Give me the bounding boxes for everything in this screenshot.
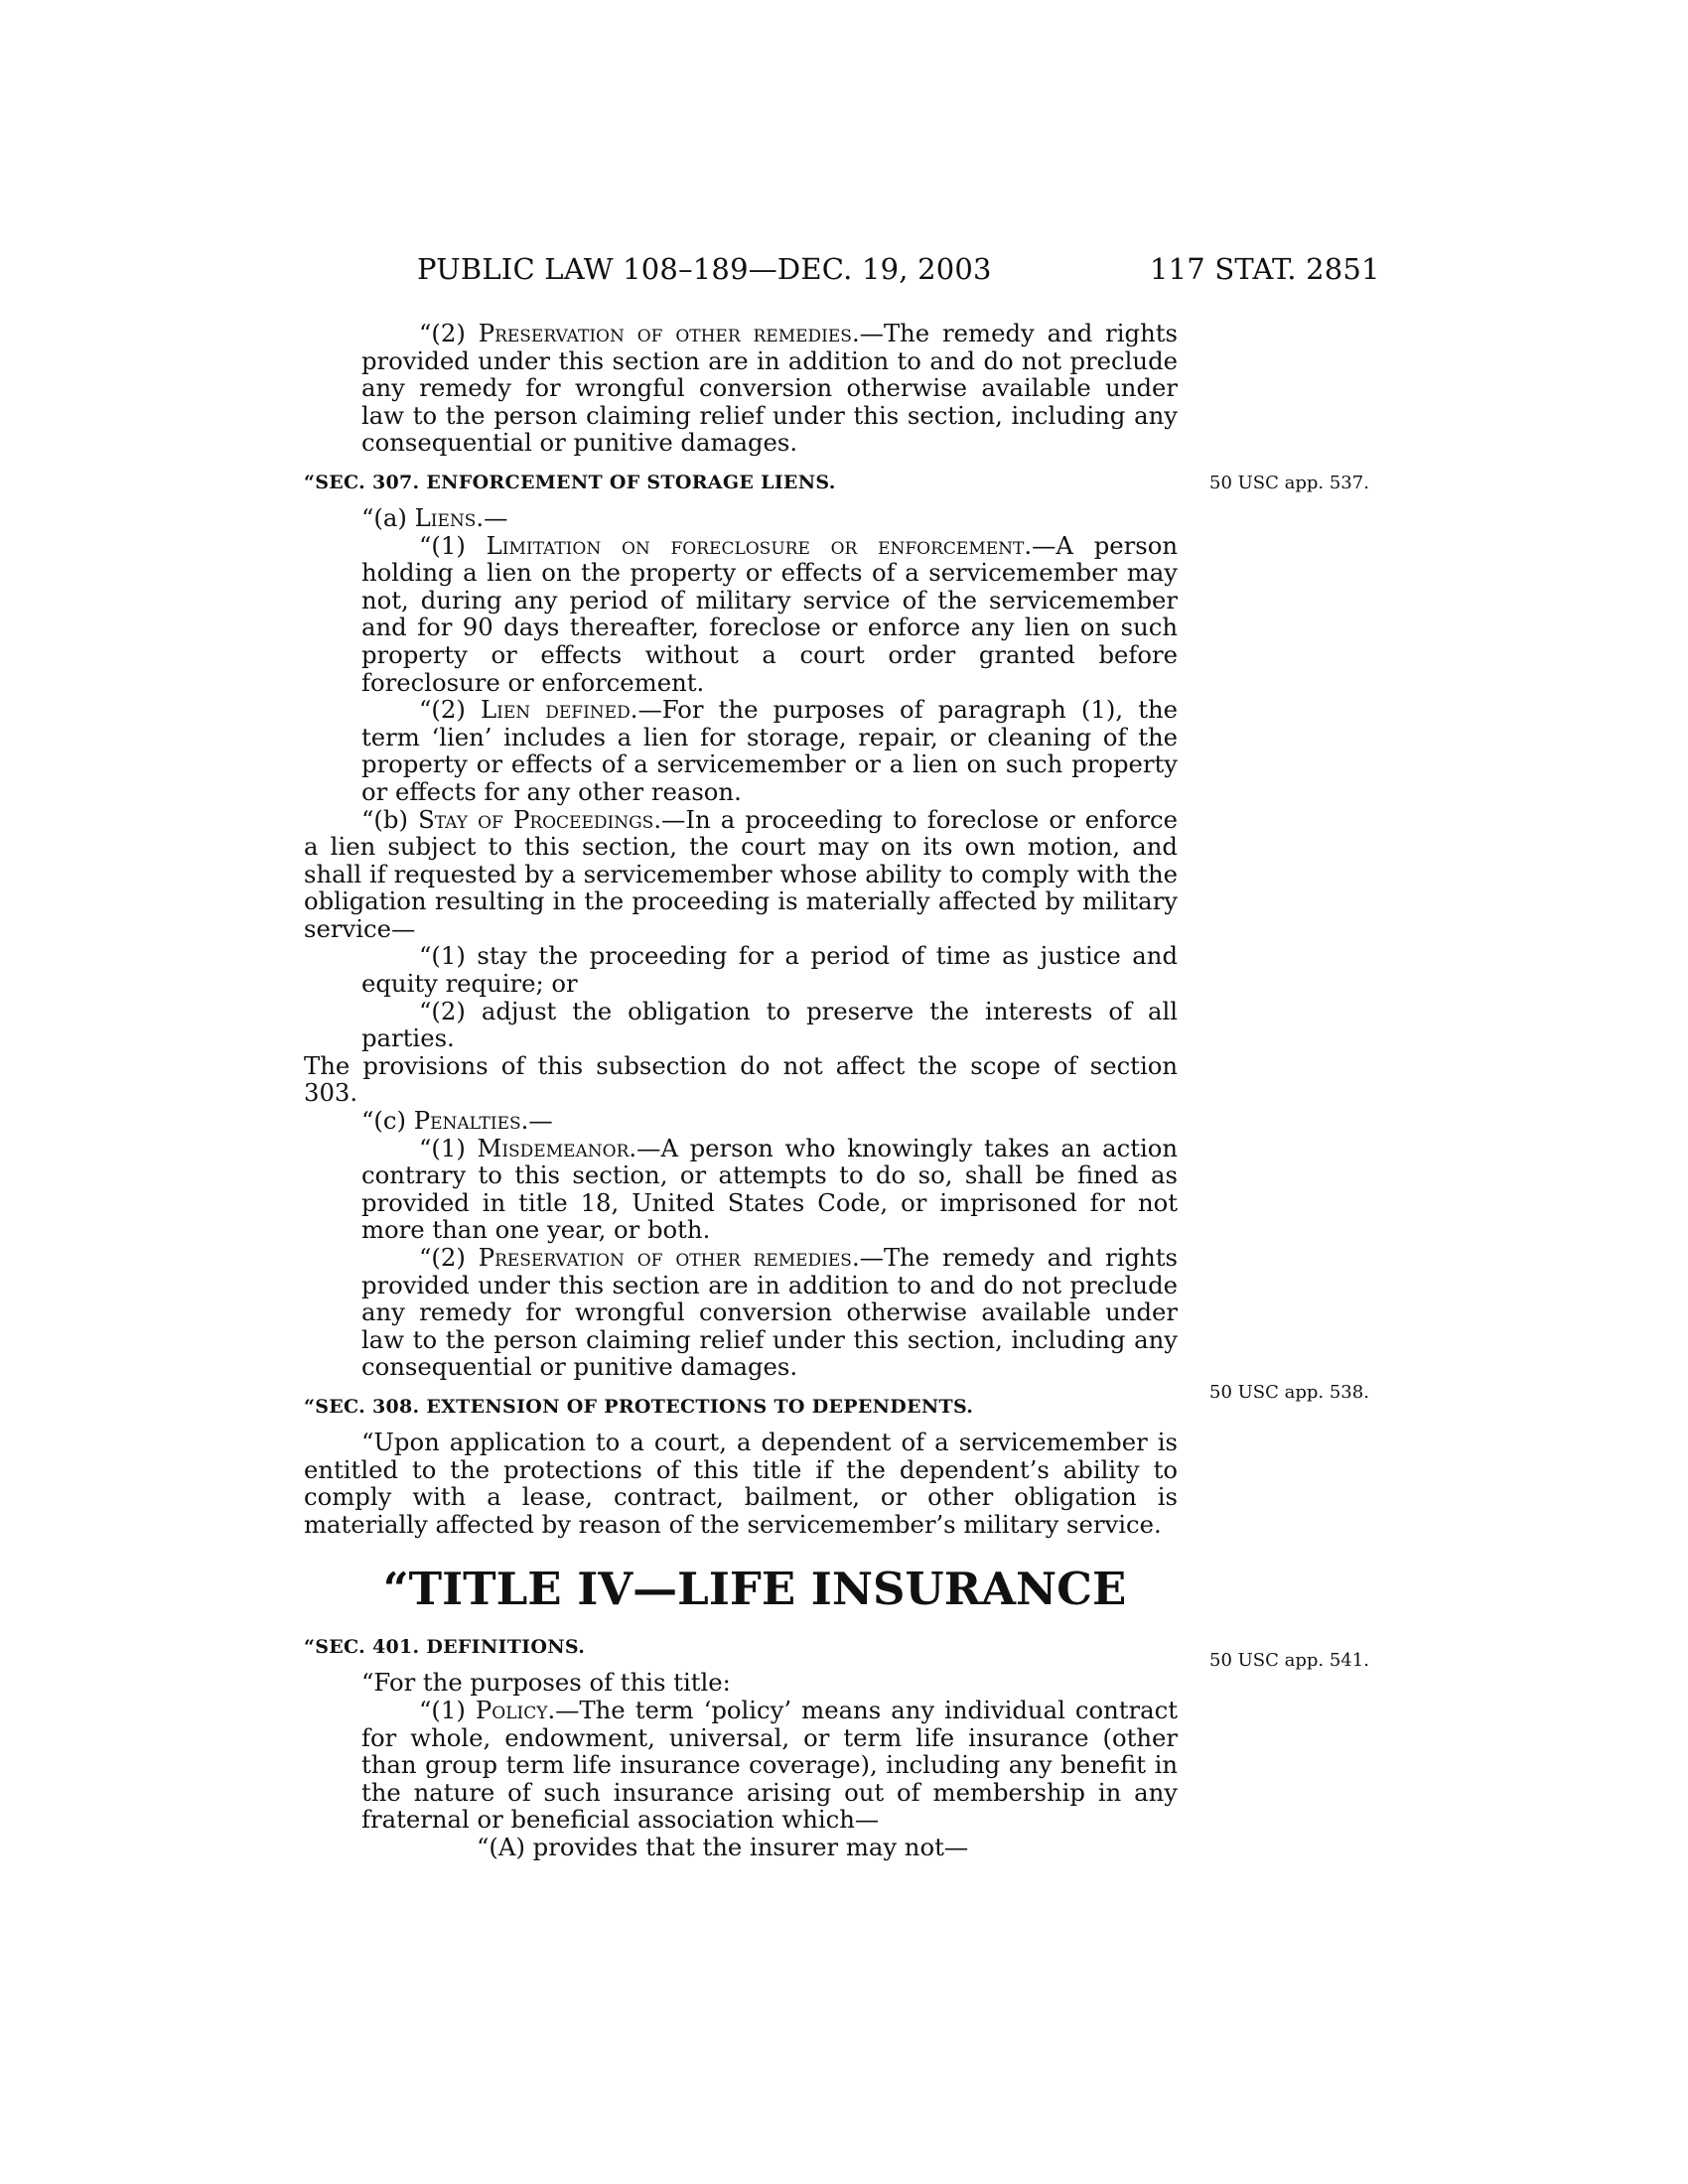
subsection-label: “(c) [361,1106,414,1136]
section-401-heading: “SEC. 401. DEFINITIONS. [304,1636,586,1659]
paragraph-text: .—The term ‘policy’ means any individual contract for whole, endowment, universal, or term life insurance (other than group term life insurance coverage), including any benefit in the nature of such insurance arising out of membership in any fraternal or beneficial association which— [361,1695,1179,1835]
subsection-text: .—In a proceeding to foreclose or enforce a lien subject to this section, the court may on its own motion, and shall if requested by a servicemember whose ability to comply with the obligation resulting in the proceeding is materially affected by military service— [304,804,1178,943]
paragraph-preservation-remedies-2 [304,1244,1178,1381]
subsection-dash: .— [520,1106,553,1136]
subsection-c-penalties [304,1107,1178,1135]
subsection-dash: .— [476,502,508,532]
header-stat-page: 117 STAT. 2851 [1150,252,1380,286]
paragraph-number: “(1) [419,1695,476,1724]
subsection-a-heading [304,504,1178,532]
section-307-heading: “SEC. 307. ENFORCEMENT OF STORAGE LIENS. [304,471,836,493]
paragraph-b2: “(2) adjust the obligation to preserve the interests of all parties. [361,996,1178,1053]
paragraph-heading: Policy [475,1695,548,1724]
paragraph-policy-definition [304,1697,1178,1834]
paragraph-text: .—The remedy and rights provided under this section are in addition to and do not preclude any remedy for wrongful conversion otherwise available under law to the person claiming relief under this section, including any consequential or punitive damages. [361,319,1178,458]
subsection-label: “(a) [361,502,415,532]
paragraph-b-flush: The provisions of this subsection do not affect the scope of section 303. [304,1050,1178,1108]
paragraph-number: “(2) [419,319,479,347]
paragraph-number: “(2) [419,695,481,725]
subsection-heading: Penalties [413,1106,521,1136]
paragraph-lien-defined [304,696,1178,805]
subsection-heading: Stay of Proceedings [418,804,654,834]
paragraph-heading: Limitation on foreclosure or enforcement [486,530,1025,560]
section-308-text: “Upon application to a court, a dependent of a servicemember is entitled to the protections of this title if the dependent’s ability to comply with a lease, contract, bailment, or other obligation is materially affected by reason of the servicemember’s military service. [304,1427,1178,1539]
subparagraph-A: “(A) provides that the insurer may not— [477,1832,969,1861]
paragraph-number: “(1) [419,1133,478,1162]
margin-note-sec-307: 50 USC app. 537. [1209,473,1369,493]
header-public-law: PUBLIC LAW 108–189—DEC. 19, 2003 [417,252,992,286]
paragraph-text: .—The remedy and rights provided under this section are in addition to and do not preclude any remedy for wrongful conversion otherwise available under law to the person claiming relief under this section, including any consequential or punitive damages. [361,1243,1178,1382]
paragraph-b1: “(1) stay the proceeding for a period of time as justice and equity require; or [361,941,1178,999]
paragraph-text: .—A person who knowingly takes an action contrary to this section, or attempts to do so, shall be fined as provided in title 18, United States Code, or imprisoned for not more than one year, or both. [361,1133,1178,1245]
section-308-heading: “SEC. 308. EXTENSION OF PROTECTIONS TO DEPENDENTS. [304,1395,974,1418]
paragraph-heading: Preservation of other remedies [478,319,852,347]
paragraph-misdemeanor [304,1135,1178,1244]
paragraph-number: “(1) [419,530,487,560]
subsection-label: “(b) [361,804,419,834]
title-iv-heading: “TITLE IV—LIFE INSURANCE [382,1563,1127,1616]
running-header [298,252,1380,292]
paragraph-preservation-remedies-1 [304,320,1178,457]
margin-note-sec-308: 50 USC app. 538. [1209,1382,1369,1403]
subsection-b-stay-of-proceedings [304,806,1178,943]
paragraph-text: .—For the purposes of paragraph (1), the term ‘lien’ includes a lien for storage, repair, or cleaning of the property or effects of a servicemember or a lien on such property or effects for any other reason. [361,695,1179,806]
paragraph-heading: Lien defined [480,695,631,725]
paragraph-number: “(2) [419,1243,479,1272]
paragraph-text: .—A person holding a lien on the property or effects of a servicemember may not, during any period of military service of the servicemember and for 90 days thereafter, foreclose or enforce any lien on such property or effects without a court order granted before foreclosure or enforcement. [361,530,1178,697]
document-body [304,320,1178,1861]
paragraph-heading: Misdemeanor [477,1133,630,1162]
paragraph-limitation-foreclosure [304,532,1178,697]
margin-note-sec-401: 50 USC app. 541. [1209,1650,1369,1671]
paragraph-heading: Preservation of other remedies [478,1243,852,1272]
subsection-heading: Liens [414,502,477,532]
section-401-intro: “For the purposes of this title: [361,1668,731,1698]
